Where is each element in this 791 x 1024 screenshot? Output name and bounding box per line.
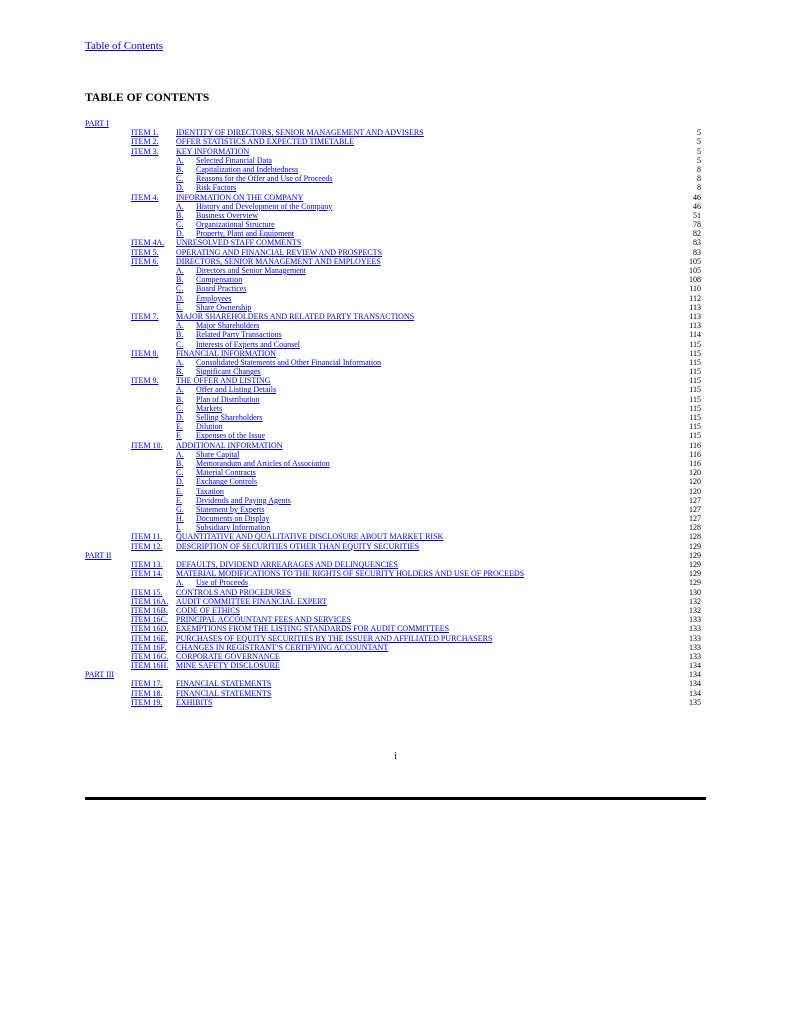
toc-page-number: 134 <box>689 679 701 689</box>
toc-row <box>85 588 701 597</box>
toc-subitem-title-link[interactable]: Capitalization and Indebtedness <box>196 164 299 174</box>
toc-row <box>85 266 701 275</box>
toc-page-number: 113 <box>689 311 701 321</box>
toc-page-number: 46 <box>693 201 701 211</box>
toc-subitem-title-link[interactable]: Documents on Display <box>196 514 270 524</box>
toc-page-number: 127 <box>689 514 701 524</box>
toc-page-number: 120 <box>689 477 701 487</box>
toc-subitem-letter-link[interactable]: B. <box>176 275 184 285</box>
toc-page-number: 129 <box>689 569 701 579</box>
toc-page-number: 134 <box>689 661 701 671</box>
toc-row <box>85 238 701 247</box>
toc-page-number: 129 <box>689 550 701 560</box>
toc-subitem-title-link[interactable]: Reasons for the Offer and Use of Proceeds <box>196 174 333 184</box>
toc-subitem-title-link[interactable]: Interests of Experts and Counsel <box>196 339 300 349</box>
toc-subitem-title-link[interactable]: Compensation <box>196 275 243 285</box>
toc-page-number: 133 <box>689 633 701 643</box>
toc-row <box>85 477 701 486</box>
toc-row <box>85 294 701 303</box>
toc-part-link[interactable]: PART I <box>85 119 109 128</box>
toc-row <box>85 321 701 330</box>
toc-row <box>85 349 701 358</box>
page-title: TABLE OF CONTENTS <box>85 92 210 104</box>
toc-page-number: 129 <box>689 578 701 588</box>
toc-row <box>85 303 701 312</box>
toc-page-number: 127 <box>689 504 701 514</box>
toc-subitem-letter-link[interactable]: A. <box>176 266 184 275</box>
toc-subitem-letter-link[interactable]: A. <box>176 357 184 367</box>
toc-item-title-link[interactable]: MAJOR SHAREHOLDERS AND RELATED PARTY TRANSACTIONS <box>176 311 415 321</box>
toc-row <box>85 450 701 459</box>
toc-subitem-letter-link[interactable]: H. <box>176 514 184 524</box>
toc-item-title-link[interactable]: QUANTITATIVE AND QUALITATIVE DISCLOSURE ABOUT MARKET RISK <box>176 532 444 542</box>
toc-page-number: 8 <box>697 183 701 193</box>
toc-item-number-link[interactable]: ITEM 16C. <box>131 615 168 625</box>
toc-subitem-title-link[interactable]: Selling Shareholders <box>196 413 263 422</box>
toc-item-number-link[interactable]: ITEM 16A. <box>131 596 169 606</box>
toc-subitem-title-link[interactable]: Related Party Transactions <box>196 330 282 340</box>
toc-subitem-title-link[interactable]: Statement by Experts <box>196 504 265 514</box>
toc-item-number-link[interactable]: ITEM 3. <box>131 146 159 156</box>
toc-page-number: 110 <box>689 284 701 294</box>
toc-subitem-title-link[interactable]: Selected Financial Data <box>196 155 272 165</box>
toc-page-number: 8 <box>697 164 701 174</box>
toc-page-number: 115 <box>689 422 701 432</box>
toc-row <box>85 679 701 688</box>
toc-item-title-link[interactable]: IDENTITY OF DIRECTORS, SENIOR MANAGEMENT AND ADVISERS <box>176 128 424 138</box>
toc-subitem-title-link[interactable]: Dilution <box>196 422 223 432</box>
toc-row <box>85 431 701 440</box>
toc-page-number: 5 <box>697 137 701 147</box>
toc-item-number-link[interactable]: ITEM 6. <box>131 256 159 266</box>
toc-subitem-letter-link[interactable]: G. <box>176 504 184 514</box>
toc-row <box>85 174 701 183</box>
toc-subitem-letter-link[interactable]: A. <box>176 155 184 165</box>
toc-item-title-link[interactable]: PRINCIPAL ACCOUNTANT FEES AND SERVICES <box>176 615 351 625</box>
toc-page-number: 115 <box>689 394 701 404</box>
toc-part-link[interactable]: PART II <box>85 550 112 560</box>
toc-item-title-link[interactable]: CORPORATE GOVERNANCE <box>176 651 280 661</box>
toc-page-number: 115 <box>689 413 701 422</box>
toc-item-title-link[interactable]: MATERIAL MODIFICATIONS TO THE RIGHTS OF SECURITY HOLDERS AND USE OF PROCEEDS <box>176 569 525 579</box>
toc-page-number: 115 <box>689 367 701 377</box>
toc-item-number-link[interactable]: ITEM 18. <box>131 688 163 698</box>
toc-row <box>85 578 701 587</box>
toc-page-number: 133 <box>689 624 701 634</box>
toc-row <box>85 670 701 679</box>
toc-item-number-link[interactable]: ITEM 13. <box>131 560 163 569</box>
toc-page-number: 5 <box>697 155 701 165</box>
toc-subitem-title-link[interactable]: Board Practices <box>196 284 247 294</box>
toc-item-title-link[interactable]: EXHIBITS <box>176 697 213 707</box>
toc-page-number: 116 <box>689 458 701 468</box>
toc-row <box>85 156 701 165</box>
toc-page-number: 128 <box>689 532 701 542</box>
toc-subitem-letter-link[interactable]: F. <box>176 495 182 505</box>
toc-subitem-title-link[interactable]: Expenses of the Issue <box>196 431 266 441</box>
toc-row <box>85 560 701 569</box>
toc-subitem-title-link[interactable]: Markets <box>196 403 223 413</box>
toc-page-number: 128 <box>689 523 701 533</box>
toc-page-number: 113 <box>689 321 701 331</box>
toc-subitem-title-link[interactable]: Material Contracts <box>196 468 256 478</box>
toc-row <box>85 147 701 156</box>
toc-row <box>85 404 701 413</box>
toc-row <box>85 330 701 339</box>
toc-row <box>85 211 701 220</box>
toc-subitem-letter-link[interactable]: C. <box>176 339 184 349</box>
toc-item-title-link[interactable]: DIRECTORS, SENIOR MANAGEMENT AND EMPLOYEES <box>176 256 381 266</box>
toc-row <box>85 606 701 615</box>
toc-item-number-link[interactable]: ITEM 16F. <box>131 642 167 652</box>
toc-subitem-letter-link[interactable]: C. <box>176 468 184 478</box>
toc-item-number-link[interactable]: ITEM 16D. <box>131 624 169 634</box>
toc-item-title-link[interactable]: FINANCIAL STATEMENTS <box>176 679 272 689</box>
toc-page-number: 113 <box>689 302 701 312</box>
toc-page-number: 133 <box>689 615 701 625</box>
toc-page-number: 78 <box>693 220 701 230</box>
toc-item-number-link[interactable]: ITEM 16G. <box>131 651 169 661</box>
toc-row <box>85 569 701 578</box>
toc-page-number: 83 <box>693 247 701 257</box>
toc-subitem-letter-link[interactable]: E. <box>176 486 183 496</box>
toc-row <box>85 459 701 468</box>
toc-page-number: 129 <box>689 541 701 551</box>
toc-row <box>85 376 701 385</box>
toc-subitem-title-link[interactable]: Share Capital <box>196 449 240 459</box>
toc-subitem-letter-link[interactable]: C. <box>176 403 184 413</box>
toc-page-number: 115 <box>689 339 701 349</box>
toc-row <box>85 257 701 266</box>
toc-subitem-letter-link[interactable]: B. <box>176 164 184 174</box>
toc-row <box>85 643 701 652</box>
toc-row <box>85 551 701 560</box>
toc-subitem-letter-link[interactable]: B. <box>176 458 184 468</box>
toc-item-title-link[interactable]: CONTROLS AND PROCEDURES <box>176 587 292 597</box>
toc-part-link[interactable]: PART III <box>85 670 115 680</box>
toc-item-title-link[interactable]: UNRESOLVED STAFF COMMENTS <box>176 238 302 248</box>
toc-subitem-letter-link[interactable]: D. <box>176 183 184 193</box>
toc-row <box>85 413 701 422</box>
toc-item-number-link[interactable]: ITEM 2. <box>131 137 159 147</box>
toc-page-number: 115 <box>689 403 701 413</box>
toc-page-number: 51 <box>693 210 701 220</box>
toc-row <box>85 505 701 514</box>
toc-page-number: 133 <box>689 651 701 661</box>
toc-row <box>85 661 701 670</box>
toc-row <box>85 385 701 394</box>
toc-page-number: 115 <box>689 376 701 386</box>
toc-item-title-link[interactable]: THE OFFER AND LISTING <box>176 376 271 386</box>
toc-row <box>85 183 701 192</box>
toc-row <box>85 128 701 137</box>
toc-page-number: 120 <box>689 486 701 496</box>
toc-row <box>85 275 701 284</box>
toc-subitem-title-link[interactable]: Consolidated Statements and Other Financial Information <box>196 357 382 367</box>
toc-item-title-link[interactable]: OPERATING AND FINANCIAL REVIEW AND PROSPECTS <box>176 247 383 257</box>
toc-subitem-title-link[interactable]: Share Ownership <box>196 302 252 312</box>
toc-subitem-title-link[interactable]: Plan of Distribution <box>196 394 260 404</box>
toc-subitem-title-link[interactable]: History and Development of the Company <box>196 201 333 211</box>
toc-row <box>85 597 701 606</box>
toc-page-number: 114 <box>689 330 701 340</box>
toc-subitem-letter-link[interactable]: D. <box>176 413 184 422</box>
toc-item-title-link[interactable]: AUDIT COMMITTEE FINANCIAL EXPERT <box>176 596 327 606</box>
toc-subitem-title-link[interactable]: Risk Factors <box>196 183 237 193</box>
page-number: i <box>394 751 397 762</box>
toc-item-number-link[interactable]: ITEM 7. <box>131 311 159 321</box>
toc-row <box>85 441 701 450</box>
toc-item-title-link[interactable]: MINE SAFETY DISCLOSURE <box>176 661 280 671</box>
toc-page-number: 116 <box>689 440 701 450</box>
toc-page-number: 133 <box>689 642 701 652</box>
toc-item-number-link[interactable]: ITEM 16E. <box>131 633 168 643</box>
toc-page-number: 115 <box>689 357 701 367</box>
toc-item-number-link[interactable]: ITEM 14. <box>131 569 163 579</box>
toc-page-number: 120 <box>689 468 701 478</box>
toc-list <box>85 119 701 707</box>
toc-subitem-letter-link[interactable]: E. <box>176 302 183 312</box>
toc-page-number: 134 <box>689 688 701 698</box>
toc-row <box>85 698 701 707</box>
toc-row <box>85 689 701 698</box>
toc-subitem-letter-link[interactable]: C. <box>176 174 184 184</box>
toc-subitem-title-link[interactable]: Directors and Senior Management <box>196 266 306 275</box>
toc-subitem-title-link[interactable]: Memorandum and Articles of Association <box>196 458 330 468</box>
toc-item-number-link[interactable]: ITEM 4. <box>131 192 159 202</box>
toc-row <box>85 220 701 229</box>
page-divider <box>85 797 706 800</box>
toc-item-title-link[interactable]: OFFER STATISTICS AND EXPECTED TIMETABLE <box>176 137 355 147</box>
toc-row <box>85 165 701 174</box>
toc-subitem-title-link[interactable]: Taxation <box>196 486 224 496</box>
toc-row <box>85 652 701 661</box>
toc-row <box>85 119 701 128</box>
toc-page-number: 116 <box>689 449 701 459</box>
toc-item-title-link[interactable]: PURCHASES OF EQUITY SECURITIES BY THE ISSUER AND AFFILIATED PURCHASERS <box>176 633 493 643</box>
toc-row <box>85 487 701 496</box>
toc-item-title-link[interactable]: DEFAULTS, DIVIDEND ARREARAGES AND DELINQUENCIES <box>176 560 398 569</box>
toc-page-number: 127 <box>689 495 701 505</box>
toc-row <box>85 514 701 523</box>
toc-subitem-title-link[interactable]: Offer and Listing Details <box>196 385 277 395</box>
toc-page-number: 5 <box>697 146 701 156</box>
toc-page-number: 132 <box>689 605 701 615</box>
toc-item-number-link[interactable]: ITEM 9. <box>131 376 159 386</box>
table-of-contents-link[interactable]: Table of Contents <box>85 40 164 52</box>
toc-subitem-letter-link[interactable]: A. <box>176 385 184 395</box>
toc-subitem-title-link[interactable]: Property, Plant and Equipment <box>196 229 295 239</box>
toc-subitem-letter-link[interactable]: I. <box>176 523 181 533</box>
toc-item-title-link[interactable]: CODE OF ETHICS <box>176 605 241 615</box>
toc-subitem-letter-link[interactable]: A. <box>176 449 184 459</box>
toc-subitem-letter-link[interactable]: B. <box>176 394 184 404</box>
toc-item-title-link[interactable]: ADDITIONAL INFORMATION <box>176 440 283 450</box>
toc-subitem-title-link[interactable]: Subsidiary Information <box>196 523 271 533</box>
toc-page-number: 8 <box>697 174 701 184</box>
toc-page-number: 135 <box>689 697 701 707</box>
toc-subitem-letter-link[interactable]: F. <box>176 431 182 441</box>
toc-page-number: 129 <box>689 560 701 569</box>
toc-page-number: 105 <box>689 266 701 275</box>
toc-item-number-link[interactable]: ITEM 17. <box>131 679 163 689</box>
toc-page-number: 46 <box>693 192 701 202</box>
toc-item-title-link[interactable]: FINANCIAL STATEMENTS <box>176 688 272 698</box>
toc-item-number-link[interactable]: ITEM 8. <box>131 348 159 358</box>
toc-item-number-link[interactable]: ITEM 4A. <box>131 238 165 248</box>
toc-row <box>85 496 701 505</box>
toc-item-number-link[interactable]: ITEM 12. <box>131 541 163 551</box>
toc-subitem-letter-link[interactable]: B. <box>176 330 184 340</box>
toc-subitem-title-link[interactable]: Major Shareholders <box>196 321 260 331</box>
toc-row <box>85 634 701 643</box>
toc-page-number: 108 <box>689 275 701 285</box>
toc-row <box>85 422 701 431</box>
toc-row <box>85 395 701 404</box>
toc-row <box>85 358 701 367</box>
toc-item-number-link[interactable]: ITEM 10. <box>131 440 163 450</box>
toc-item-title-link[interactable]: FINANCIAL INFORMATION <box>176 348 276 358</box>
toc-page-number: 115 <box>689 431 701 441</box>
toc-subitem-letter-link[interactable]: D. <box>176 229 184 239</box>
toc-page-number: 82 <box>693 229 701 239</box>
toc-item-number-link[interactable]: ITEM 16B. <box>131 605 168 615</box>
toc-subitem-letter-link[interactable]: D. <box>176 293 184 303</box>
toc-item-number-link[interactable]: ITEM 19. <box>131 697 163 707</box>
toc-subitem-title-link[interactable]: Business Overview <box>196 210 258 220</box>
toc-page-number: 112 <box>689 293 701 303</box>
toc-subitem-letter-link[interactable]: D. <box>176 477 184 487</box>
toc-row <box>85 532 701 541</box>
toc-subitem-letter-link[interactable]: A. <box>176 321 184 331</box>
toc-subitem-letter-link[interactable]: B. <box>176 367 184 377</box>
toc-row <box>85 340 701 349</box>
toc-page-number: 115 <box>689 385 701 395</box>
toc-row <box>85 367 701 376</box>
toc-row <box>85 202 701 211</box>
toc-subitem-letter-link[interactable]: A. <box>176 201 184 211</box>
toc-item-number-link[interactable]: ITEM 5. <box>131 247 159 257</box>
toc-page-number: 83 <box>693 238 701 248</box>
toc-row <box>85 468 701 477</box>
toc-subitem-letter-link[interactable]: C. <box>176 284 184 294</box>
toc-row <box>85 312 701 321</box>
toc-row <box>85 229 701 238</box>
toc-row <box>85 193 701 202</box>
toc-subitem-title-link[interactable]: Use of Proceeds <box>196 578 248 588</box>
toc-subitem-letter-link[interactable]: E. <box>176 422 183 432</box>
toc-page-number: 130 <box>689 587 701 597</box>
toc-page-number: 134 <box>689 670 701 680</box>
toc-item-title-link[interactable]: EXEMPTIONS FROM THE LISTING STANDARDS FOR AUDIT COMMITTEES <box>176 624 450 634</box>
toc-page-number: 115 <box>689 348 701 358</box>
toc-subitem-letter-link[interactable]: A. <box>176 578 184 588</box>
toc-item-number-link[interactable]: ITEM 11. <box>131 532 163 542</box>
toc-subitem-title-link[interactable]: Organizational Structure <box>196 220 275 230</box>
toc-item-title-link[interactable]: CHANGES IN REGISTRANT’S CERTIFYING ACCOUNTANT <box>176 642 389 652</box>
toc-row <box>85 624 701 633</box>
toc-page-number: 5 <box>697 128 701 138</box>
toc-item-title-link[interactable]: DESCRIPTION OF SECURITIES OTHER THAN EQUITY SECURITIES <box>176 541 420 551</box>
toc-row <box>85 523 701 532</box>
toc-page-number: 105 <box>689 256 701 266</box>
toc-row <box>85 615 701 624</box>
toc-item-number-link[interactable]: ITEM 1. <box>131 128 159 138</box>
toc-row <box>85 284 701 293</box>
toc-subitem-title-link[interactable]: Exchange Controls <box>196 477 258 487</box>
toc-item-title-link[interactable]: INFORMATION ON THE COMPANY <box>176 192 304 202</box>
toc-row <box>85 248 701 257</box>
toc-subitem-title-link[interactable]: Employees <box>196 293 232 303</box>
toc-row <box>85 542 701 551</box>
toc-subitem-title-link[interactable]: Dividends and Paying Agents <box>196 495 291 505</box>
toc-subitem-letter-link[interactable]: B. <box>176 210 184 220</box>
toc-item-number-link[interactable]: ITEM 16H. <box>131 661 169 671</box>
toc-row <box>85 137 701 146</box>
toc-item-title-link[interactable]: KEY INFORMATION <box>176 146 250 156</box>
toc-subitem-letter-link[interactable]: C. <box>176 220 184 230</box>
toc-page-number: 132 <box>689 596 701 606</box>
toc-subitem-title-link[interactable]: Significant Changes <box>196 367 261 377</box>
toc-item-number-link[interactable]: ITEM 15. <box>131 587 163 597</box>
